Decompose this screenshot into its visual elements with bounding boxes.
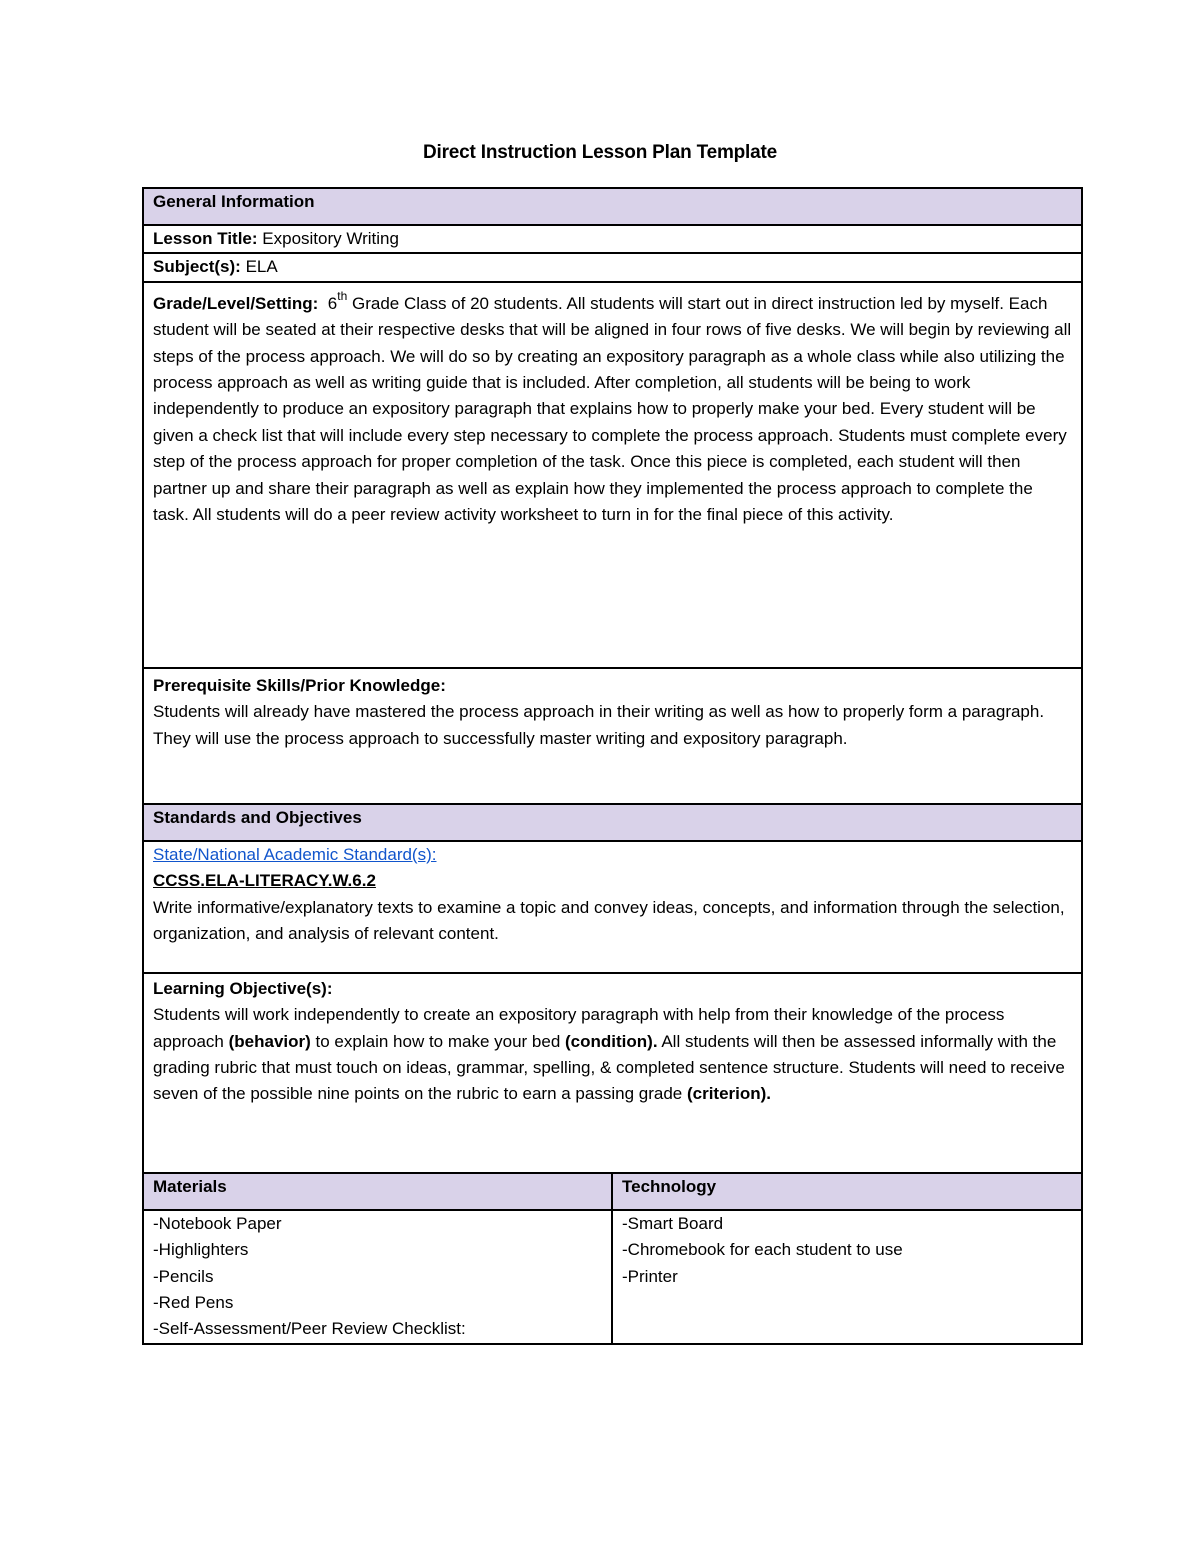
objective-behavior: (behavior) bbox=[228, 1031, 311, 1051]
materials-item: -Red Pens bbox=[153, 1293, 234, 1313]
technology-list bbox=[612, 1210, 1082, 1344]
grade-level-setting-label: Grade/Level/Setting: bbox=[153, 293, 319, 313]
standard-link[interactable]: State/National Academic Standard(s): bbox=[153, 844, 437, 864]
subject-value: ELA bbox=[245, 257, 278, 277]
technology-item: -Printer bbox=[622, 1266, 678, 1286]
technology-header: Technology bbox=[612, 1173, 1082, 1210]
lesson-title-row bbox=[143, 225, 1082, 253]
standard-text: Write informative/explanatory texts to examine a topic and convey ideas, concepts, and information through the selection, organization, and analysis of relevant content. bbox=[153, 897, 1065, 944]
learning-objective-cell bbox=[143, 973, 1082, 1173]
objective-text-1: Students will work independently to create an expository paragraph with help from their knowledge of the process approach bbox=[153, 1005, 1005, 1051]
objective-criterion: (criterion). bbox=[686, 1084, 772, 1104]
prerequisite-cell bbox=[143, 668, 1082, 804]
lesson-plan-table bbox=[142, 187, 1083, 1345]
lesson-title-value: Expository Writing bbox=[262, 229, 399, 248]
prerequisite-label: Prerequisite Skills/Prior Knowledge: bbox=[153, 675, 446, 695]
materials-item: -Highlighters bbox=[153, 1240, 249, 1260]
grade-level-setting-cell bbox=[143, 282, 1082, 668]
grade-number: 6 bbox=[327, 293, 338, 313]
materials-header: Materials bbox=[143, 1173, 612, 1210]
subject-row bbox=[143, 253, 1082, 281]
standards-cell bbox=[143, 841, 1082, 973]
objective-text-2: to explain how to make your bed bbox=[310, 1031, 566, 1051]
document-title: Direct Instruction Lesson Plan Template bbox=[423, 142, 777, 163]
prerequisite-text: Students will already have mastered the process approach in their writing as well as how to properly form a paragraph. They will use the process approach to successfully master writing and expository paragraph. bbox=[153, 702, 1045, 748]
materials-item: -Self-Assessment/Peer Review Checklist: bbox=[153, 1319, 466, 1339]
objective-text-3: All students will then be assessed informally with the grading rubric that must touch on ideas, grammar, spelling, & completed sentence structure. Students will need to receive seven of the possible nine points on the rubric to earn a passing grade bbox=[153, 1031, 1065, 1104]
lesson-title-label: Lesson Title: bbox=[153, 229, 258, 248]
standards-objectives-header: Standards and Objectives bbox=[143, 804, 1082, 841]
learning-objective-label: Learning Objective(s): bbox=[153, 978, 333, 998]
grade-superscript: th bbox=[337, 289, 348, 304]
materials-item: -Notebook Paper bbox=[153, 1213, 282, 1233]
technology-item: -Smart Board bbox=[622, 1213, 724, 1233]
materials-list bbox=[143, 1210, 612, 1344]
general-information-header: General Information bbox=[143, 188, 1082, 225]
subject-label: Subject(s): bbox=[153, 257, 241, 277]
technology-item: -Chromebook for each student to use bbox=[622, 1240, 903, 1260]
grade-level-setting-text: Grade Class of 20 students. All students will start out in direct instruction led by myself. Each student will be seated at their respective desks that will be aligned in four rows of five desks. We will begin by reviewing all steps of the process approach. We will do so by creating an expository paragraph as a whole class while also utilizing the process approach as well as writing guide that is included. After completion, all students will be being to work independently to produce an expository paragraph that explains how to properly make your bed. Every student will be given a check list that will include every step necessary to complete the process approach. Students must complete every step of the process approach for proper completion of the task. Once this piece is completed, each student will then partner up and share their paragraph as well as explain how they implemented the process approach to complete the task. All students will do a peer review activity worksheet to turn in for the final piece of this activity. bbox=[153, 293, 1072, 525]
materials-item: -Pencils bbox=[153, 1266, 214, 1286]
objective-condition: (condition). bbox=[565, 1031, 658, 1051]
standard-code: CCSS.ELA-LITERACY.W.6.2 bbox=[153, 871, 376, 891]
